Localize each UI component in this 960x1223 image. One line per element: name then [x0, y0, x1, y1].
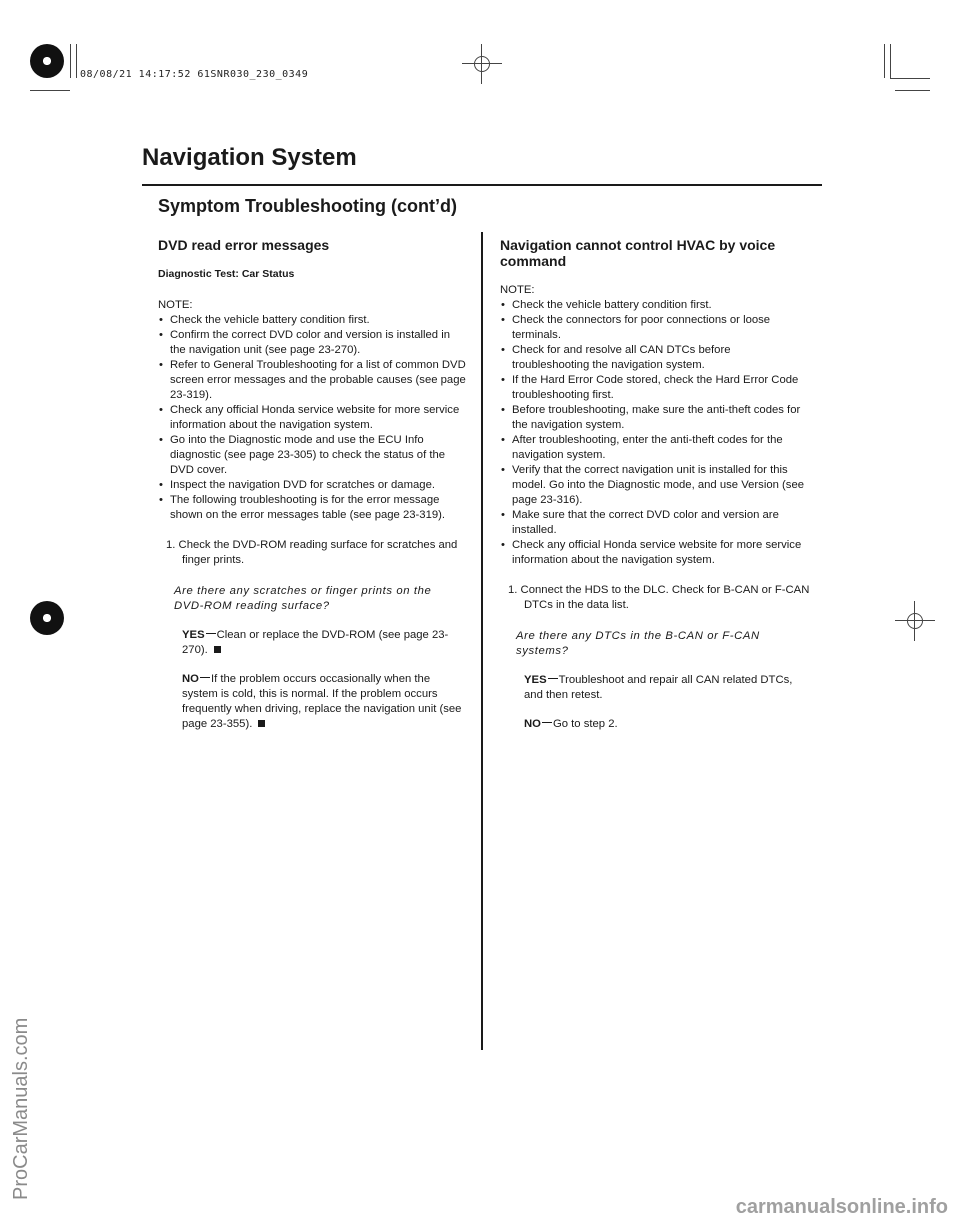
no-label: NO: [182, 673, 199, 685]
list-item: • The following troubleshooting is for the error message shown on the error messages table (see page 23-319).: [158, 493, 468, 523]
left-column: [158, 237, 468, 732]
answer-dash: [548, 678, 558, 679]
left-answer-no: [182, 672, 468, 732]
answer-dash: [200, 677, 210, 678]
list-item: • Check the vehicle battery condition first.: [500, 298, 810, 313]
section-title: Symptom Troubleshooting (cont’d): [158, 196, 457, 216]
yes-label: YES: [524, 674, 547, 686]
left-answer-yes: [182, 628, 468, 658]
crop-mark: [76, 44, 77, 78]
registration-dot-left: [30, 601, 64, 635]
list-item: • Refer to General Troubleshooting for a list of common DVD screen error messages and the probable causes (see page 23-319).: [158, 358, 468, 403]
left-note-label: NOTE:: [158, 299, 193, 311]
crop-mark: [895, 90, 930, 91]
page-title: Navigation System: [142, 144, 357, 171]
crop-mark: [884, 44, 885, 78]
list-item: • Confirm the correct DVD color and version is installed in the navigation unit (see page 23-270).: [158, 328, 468, 358]
print-timestamp: 08/08/21 14:17:52 61SNR030_230_0349: [80, 69, 309, 80]
title-rule: [142, 184, 822, 186]
crop-mark: [890, 44, 891, 78]
list-item: • Inspect the navigation DVD for scratches or damage.: [158, 478, 468, 493]
left-step-1: 1. Check the DVD-ROM reading surface for scratches and finger prints.: [166, 539, 458, 566]
watermark-bottom: carmanualsonline.info: [735, 1196, 948, 1218]
list-item: • Check the connectors for poor connections or loose terminals.: [500, 313, 810, 343]
list-item: • Check the vehicle battery condition first.: [158, 313, 468, 328]
no-text: Go to step 2.: [552, 718, 618, 730]
list-item: • Make sure that the correct DVD color and version are installed.: [500, 508, 810, 538]
list-item: • Check any official Honda service website for more service information about the navigation system.: [500, 538, 810, 568]
crop-mark: [890, 78, 930, 79]
no-text: If the problem occurs occasionally when the system is cold, this is normal. If the problem occurs frequently when driving, replace the navigation unit (see page 23-355).: [182, 673, 462, 730]
crosshair-mark-top: [462, 44, 502, 84]
list-item: • Check for and resolve all CAN DTCs before troubleshooting the navigation system.: [500, 343, 810, 373]
answer-dash: [542, 722, 552, 723]
registration-dot-top-left: [30, 44, 64, 78]
no-label: NO: [524, 718, 541, 730]
list-item: • Verify that the correct navigation unit is installed for this model. Go into the Diagnostic mode, and use Version (see page 23-316).: [500, 463, 810, 508]
right-answer-no: [524, 717, 810, 732]
right-notes-list: [500, 298, 810, 568]
left-heading: DVD read error messages: [158, 237, 330, 253]
right-step-1: 1. Connect the HDS to the DLC. Check for B-CAN or F-CAN DTCs in the data list.: [508, 584, 810, 611]
right-note-label: NOTE:: [500, 284, 535, 296]
yes-text: Troubleshoot and repair all CAN related DTCs, and then retest.: [524, 674, 793, 701]
column-divider: [481, 232, 483, 1050]
left-question: Are there any scratches or finger prints on the DVD-ROM reading surface?: [174, 585, 432, 612]
answer-dash: [206, 633, 216, 634]
list-item: • Before troubleshooting, make sure the anti-theft codes for the navigation system.: [500, 403, 810, 433]
right-answer-yes: [524, 673, 810, 703]
end-mark-icon: [258, 720, 265, 727]
left-notes-list: [158, 313, 468, 523]
crop-mark: [70, 44, 71, 78]
yes-label: YES: [182, 629, 205, 641]
left-subheading: Diagnostic Test: Car Status: [158, 268, 295, 280]
right-question: Are there any DTCs in the B-CAN or F-CAN systems?: [516, 630, 760, 657]
crop-mark: [30, 90, 70, 91]
end-mark-icon: [214, 646, 221, 653]
right-heading: Navigation cannot control HVAC by voice command: [500, 237, 776, 269]
watermark-left: ProCarManuals.com: [10, 1017, 32, 1200]
list-item: • Check any official Honda service website for more service information about the navigation system.: [158, 403, 468, 433]
crosshair-mark-right: [895, 601, 935, 641]
yes-text: Clean or replace the DVD-ROM (see page 23-270).: [182, 629, 449, 656]
list-item: • After troubleshooting, enter the anti-theft codes for the navigation system.: [500, 433, 810, 463]
list-item: • Go into the Diagnostic mode and use the ECU Info diagnostic (see page 23-305) to check the status of the DVD cover.: [158, 433, 468, 478]
list-item: • If the Hard Error Code stored, check the Hard Error Code troubleshooting first.: [500, 373, 810, 403]
right-column: [500, 237, 810, 732]
